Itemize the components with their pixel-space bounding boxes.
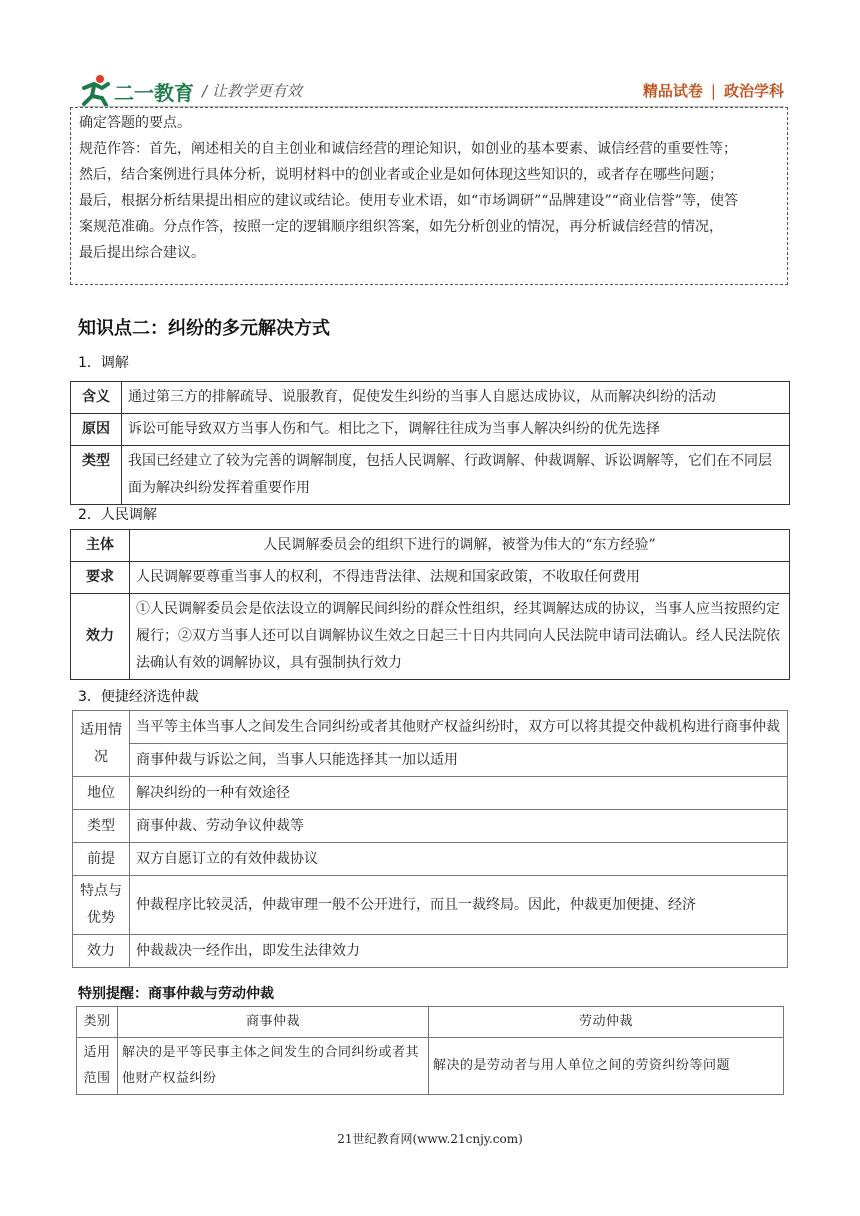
comparison-table xyxy=(76,1006,784,1095)
special-reminder-title: 特别提醒：商事仲裁与劳动仲裁 xyxy=(78,986,274,1002)
row-key: 适用情况 xyxy=(73,711,130,777)
table-header-row xyxy=(77,1007,784,1038)
row-key: 原因 xyxy=(71,414,122,446)
table-row xyxy=(71,446,790,505)
header-subject-name: 政治学科 xyxy=(723,82,784,100)
tips-line: 最后，根据分析结果提出相应的建议或结论。使用专业术语，如“市场调研”“品牌建设”“商业信誉”等，使答 xyxy=(79,193,738,209)
table-row xyxy=(73,744,788,777)
answer-tips-box xyxy=(70,107,788,285)
row-key: 主体 xyxy=(71,530,130,562)
row-value: 商事仲裁、劳动争议仲裁等 xyxy=(130,810,788,843)
row-value: 诉讼可能导致双方当事人伤和气。相比之下，调解往往成为当事人解决纠纷的优先选择 xyxy=(122,414,790,446)
row-key: 类型 xyxy=(73,810,130,843)
table-row xyxy=(73,843,788,876)
row-key: 效力 xyxy=(71,594,130,680)
row-value: 人民调解要尊重当事人的权利，不得违背法律、法规和国家政策，不收取任何费用 xyxy=(130,562,790,594)
row-key: 类型 xyxy=(71,446,122,505)
row-value: 我国已经建立了较为完善的调解制度，包括人民调解、行政调解、仲裁调解、诉讼调解等，它们在不同层面为解决纠纷发挥着重要作用 xyxy=(122,446,790,505)
row-value: 解决纠纷的一种有效途径 xyxy=(130,777,788,810)
tips-line: 规范作答：首先，阐述相关的自主创业和诚信经营的理论知识，如创业的基本要素、诚信经营的重要性等； xyxy=(79,141,737,157)
table-row xyxy=(73,711,788,744)
table-row xyxy=(73,935,788,968)
header-category: 精品试卷 xyxy=(642,82,703,100)
table-row xyxy=(73,876,788,935)
row-key: 地位 xyxy=(73,777,130,810)
mediation-table xyxy=(70,381,790,505)
table-row xyxy=(71,562,790,594)
logo-text: 二一教育 xyxy=(114,81,194,105)
tips-line: 确定答题的要点。 xyxy=(79,115,191,131)
column-header: 商事仲裁 xyxy=(118,1007,429,1038)
row-key: 效力 xyxy=(73,935,130,968)
row-value: 人民调解委员会的组织下进行的调解，被誉为伟大的“东方经验” xyxy=(130,530,790,562)
page-header xyxy=(78,72,784,108)
row-value: 商事仲裁与诉讼之间，当事人只能选择其一加以适用 xyxy=(130,744,788,777)
row-value: 双方自愿订立的有效仲裁协议 xyxy=(130,843,788,876)
arbitration-table xyxy=(72,710,788,968)
row-value: 仲裁程序比较灵活，仲裁审理一般不公开进行，而且一裁终局。因此，仲裁更加便捷、经济 xyxy=(130,876,788,935)
runner-logo-icon xyxy=(78,74,112,106)
row-value: 通过第三方的排解疏导、说服教育，促使发生纠纷的当事人自愿达成协议，从而解决纠纷的活动 xyxy=(122,382,790,414)
table-row xyxy=(73,810,788,843)
row-value: 当平等主体当事人之间发生合同纠纷或者其他财产权益纠纷时，双方可以将其提交仲裁机构进行商事仲裁 xyxy=(130,711,788,744)
section-title: 知识点二：纠纷的多元解决方式 xyxy=(78,318,330,339)
row-key: 含义 xyxy=(71,382,122,414)
people-mediation-table xyxy=(70,529,790,680)
row-value: 仲裁裁决一经作出，即发生法律效力 xyxy=(130,935,788,968)
table-row xyxy=(73,777,788,810)
table-row xyxy=(71,414,790,446)
row-key: 要求 xyxy=(71,562,130,594)
subsection-title-people-mediation: 2．人民调解 xyxy=(78,507,157,523)
subsection-title-arbitration: 3．便捷经济选仲裁 xyxy=(78,689,199,705)
row-key: 特点与优势 xyxy=(73,876,130,935)
page-footer: 21世纪教育网(www.21cnjy.com) xyxy=(337,1132,523,1146)
row-value: ①人民调解委员会是依法设立的调解民间纠纷的群众性组织，经其调解达成的协议，当事人应当按照约定履行；②双方当事人还可以自调解协议生效之日起三十日内共同向人民法院申请司法确认。经人民法院依法确认有效的调解协议，具有强制执行效力 xyxy=(130,594,790,680)
tips-line: 案规范准确。分点作答，按照一定的逻辑顺序组织答案，如先分析创业的情况，再分析诚信经营的情况， xyxy=(79,219,723,235)
tips-line: 然后，结合案例进行具体分析，说明材料中的创业者或企业是如何体现这些知识的，或者存在哪些问题； xyxy=(79,167,723,183)
tips-line: 最后提出综合建议。 xyxy=(79,245,205,261)
header-separator: | xyxy=(710,82,716,100)
row-key: 前提 xyxy=(73,843,130,876)
header-subject xyxy=(643,80,784,101)
row-key: 适用范围 xyxy=(77,1038,118,1095)
labor-arbitration-scope: 解决的是劳动者与用人单位之间的劳资纠纷等问题 xyxy=(429,1038,784,1095)
subsection-title-mediation: 1．调解 xyxy=(78,355,129,371)
table-row xyxy=(71,382,790,414)
slogan: / 让教学更有效 xyxy=(202,82,302,100)
table-row xyxy=(71,530,790,562)
commercial-arbitration-scope: 解决的是平等民事主体之间发生的合同纠纷或者其他财产权益纠纷 xyxy=(118,1038,429,1095)
column-header: 劳动仲裁 xyxy=(429,1007,784,1038)
column-header: 类别 xyxy=(77,1007,118,1038)
table-row xyxy=(77,1038,784,1095)
table-row xyxy=(71,594,790,680)
